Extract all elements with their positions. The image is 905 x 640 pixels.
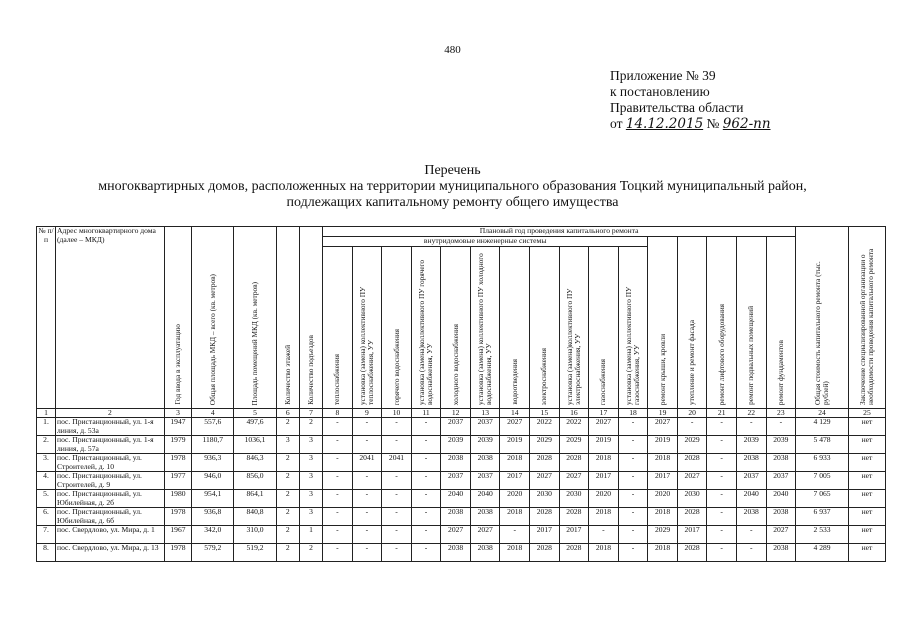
table-cell: - — [766, 418, 796, 436]
table-cell: 4 289 — [796, 544, 849, 562]
handwritten-number: 962-пп — [722, 116, 771, 132]
table-cell: 2040 — [766, 490, 796, 508]
table-cell: 2028 — [559, 508, 589, 526]
table-cell: 2017 — [530, 526, 560, 544]
table-cell: - — [323, 490, 353, 508]
table-cell: 2 533 — [796, 526, 849, 544]
column-number: 7 — [299, 408, 322, 418]
table-row — [37, 418, 886, 436]
column-number: 14 — [500, 408, 530, 418]
table-row — [37, 544, 886, 562]
header-premises-area: Площадь помещений МКД (кв. метров) — [234, 227, 276, 409]
table-cell: 2041 — [352, 454, 382, 472]
table-cell: - — [352, 418, 382, 436]
table-cell: - — [500, 526, 530, 544]
table-cell: 2038 — [470, 508, 500, 526]
column-number-row — [37, 408, 886, 418]
table-cell: 840,8 — [234, 508, 276, 526]
table-cell: - — [323, 454, 353, 472]
header-total-cost: Общая стоимость капитального ремонта (тыс. рублей) — [796, 227, 849, 409]
column-number: 12 — [441, 408, 471, 418]
address-cell: пос. Пристанционный, ул. Юбилейная, д. 2б — [56, 490, 165, 508]
header-year-built: Год ввода в эксплуатацию — [164, 227, 191, 409]
table-cell: 2039 — [441, 436, 471, 454]
header-gas-meter: установка (замена) коллективного ПУ газоснабжения, УУ — [618, 247, 648, 409]
column-number: 19 — [648, 408, 678, 418]
table-cell: 2028 — [559, 454, 589, 472]
table-cell: 3 — [299, 490, 322, 508]
number-sign: № — [706, 116, 720, 131]
table-cell: - — [618, 472, 648, 490]
header-cold-water: холодного водоснабжения — [441, 247, 471, 409]
table-cell: 2018 — [589, 544, 619, 562]
table-cell: нет — [848, 436, 885, 454]
table-cell: 2022 — [530, 418, 560, 436]
column-number: 16 — [559, 408, 589, 418]
table-cell: 8. — [37, 544, 56, 562]
table-cell: - — [411, 544, 441, 562]
table-cell: 2018 — [500, 508, 530, 526]
table-cell: 2028 — [677, 544, 707, 562]
table-cell: 7 065 — [796, 490, 849, 508]
table-cell: 2028 — [677, 508, 707, 526]
header-internal-systems: внутридомовые инженерные системы — [323, 237, 648, 247]
address-cell: пос. Пристанционный, ул. 1-я линия, д. 57а — [56, 436, 165, 454]
table-cell: - — [618, 544, 648, 562]
column-number: 20 — [677, 408, 707, 418]
table-cell: - — [323, 418, 353, 436]
table-cell: - — [411, 454, 441, 472]
table-cell: - — [352, 508, 382, 526]
table-cell: - — [589, 526, 619, 544]
column-number: 10 — [382, 408, 412, 418]
column-number: 17 — [589, 408, 619, 418]
table-cell: 2039 — [470, 436, 500, 454]
column-number: 24 — [796, 408, 849, 418]
table-row — [37, 472, 886, 490]
address-cell: пос. Свердлово, ул. Мира, д. 1 — [56, 526, 165, 544]
table-cell: - — [707, 454, 737, 472]
table-cell: 2028 — [677, 454, 707, 472]
column-number: 21 — [707, 408, 737, 418]
table-cell: - — [736, 418, 766, 436]
table-cell: 954,1 — [192, 490, 234, 508]
table-cell: 2019 — [648, 436, 678, 454]
table-cell: - — [382, 526, 412, 544]
table-cell: 2029 — [530, 436, 560, 454]
column-number: 4 — [192, 408, 234, 418]
table-cell: 2027 — [470, 526, 500, 544]
table-cell: 4. — [37, 472, 56, 490]
header-electricity-meter: установка (замена)коллективного ПУ электроснабжения, УУ — [559, 247, 589, 409]
table-cell: - — [323, 472, 353, 490]
table-cell: 2040 — [441, 490, 471, 508]
column-number: 23 — [766, 408, 796, 418]
table-cell: 6. — [37, 508, 56, 526]
table-cell: нет — [848, 472, 885, 490]
table-cell: - — [323, 544, 353, 562]
table-cell: 2037 — [470, 418, 500, 436]
table-cell: - — [736, 526, 766, 544]
address-cell: пос. Пристанционный, ул. 1-я линия, д. 53а — [56, 418, 165, 436]
table-cell: 2 — [276, 418, 299, 436]
column-number: 25 — [848, 408, 885, 418]
header-address: Адрес многоквартирного дома (далее – МКД) — [56, 227, 165, 409]
table-cell: - — [411, 526, 441, 544]
appendix-date-line — [610, 116, 771, 132]
table-cell: 2 — [276, 526, 299, 544]
table-cell: - — [352, 526, 382, 544]
header-hot-water: горячего водоснабжения — [382, 247, 412, 409]
table-cell: 2027 — [648, 418, 678, 436]
header-basement: ремонт подвальных помещений — [736, 237, 766, 409]
address-cell: пос. Свердлово, ул. Мира, д. 13 — [56, 544, 165, 562]
table-cell: 1 — [299, 526, 322, 544]
table-cell: 946,0 — [192, 472, 234, 490]
table-cell: 1978 — [164, 508, 191, 526]
column-number: 15 — [530, 408, 560, 418]
column-number: 9 — [352, 408, 382, 418]
table-cell: 2029 — [559, 436, 589, 454]
address-cell: пос. Пристанционный, ул. Строителей, д. 9 — [56, 472, 165, 490]
column-number: 8 — [323, 408, 353, 418]
table-cell: 7. — [37, 526, 56, 544]
table-cell: 2039 — [736, 436, 766, 454]
handwritten-date: 14.12.2015 — [625, 116, 704, 132]
table-cell: 2040 — [470, 490, 500, 508]
table-row — [37, 436, 886, 454]
table-cell: нет — [848, 418, 885, 436]
header-electricity: электроснабжения — [530, 247, 560, 409]
table-cell: 2029 — [648, 526, 678, 544]
table-cell: 2040 — [736, 490, 766, 508]
header-elevator: ремонт лифтового оборудования — [707, 237, 737, 409]
table-cell: - — [323, 508, 353, 526]
table-cell: 1978 — [164, 544, 191, 562]
column-number: 22 — [736, 408, 766, 418]
table-cell: 5 478 — [796, 436, 849, 454]
table-cell: 864,1 — [234, 490, 276, 508]
title-line-1: Перечень — [424, 163, 481, 178]
table-cell: 2018 — [500, 454, 530, 472]
table-cell: - — [707, 508, 737, 526]
table-cell: 5. — [37, 490, 56, 508]
column-number: 2 — [56, 408, 165, 418]
table-cell: - — [707, 418, 737, 436]
table-cell: 2028 — [530, 454, 560, 472]
table-cell: 3 — [299, 472, 322, 490]
table-cell: 856,0 — [234, 472, 276, 490]
table-cell: - — [618, 418, 648, 436]
appendix-block — [610, 68, 771, 132]
table-cell: 2039 — [766, 436, 796, 454]
header-heating-meter: установка (замена) коллективного ПУ теплоснабжения, УУ — [352, 247, 382, 409]
table-cell: - — [618, 436, 648, 454]
table-cell: 2027 — [677, 472, 707, 490]
table-cell: - — [707, 544, 737, 562]
table-cell: - — [382, 472, 412, 490]
table-cell: 2018 — [500, 544, 530, 562]
table-cell: 2037 — [470, 472, 500, 490]
table-cell: 2018 — [648, 454, 678, 472]
address-cell: пос. Пристанционный, ул. Строителей, д. 10 — [56, 454, 165, 472]
table-cell: - — [382, 490, 412, 508]
table-cell: 2022 — [559, 418, 589, 436]
table-cell: 2028 — [530, 508, 560, 526]
table-cell: 2041 — [382, 454, 412, 472]
table-cell: - — [323, 436, 353, 454]
table-cell: 2017 — [589, 472, 619, 490]
table-cell: 2038 — [441, 508, 471, 526]
header-foundation: ремонт фундаментов — [766, 237, 796, 409]
table-cell: - — [411, 490, 441, 508]
table-cell: 2017 — [677, 526, 707, 544]
document-title — [0, 163, 905, 211]
table-cell: нет — [848, 454, 885, 472]
column-number: 13 — [470, 408, 500, 418]
title-line-2: многоквартирных домов, расположенных на территории муниципального образования Тоцкий муниципальный район, — [98, 179, 807, 194]
table-cell: - — [411, 508, 441, 526]
header-sewerage: водоотведения — [500, 247, 530, 409]
table-cell: - — [411, 418, 441, 436]
table-cell: - — [618, 508, 648, 526]
table-cell: 2029 — [677, 436, 707, 454]
table-cell: 2037 — [441, 472, 471, 490]
table-cell: 2 — [276, 544, 299, 562]
repair-table — [36, 226, 886, 562]
table-cell: 3. — [37, 454, 56, 472]
table-cell: 2 — [299, 544, 322, 562]
table-cell: 2038 — [441, 454, 471, 472]
table-cell: 2028 — [559, 544, 589, 562]
table-cell: 2017 — [559, 526, 589, 544]
table-cell: 2017 — [648, 472, 678, 490]
table-cell: 2037 — [441, 418, 471, 436]
table-cell: 2020 — [589, 490, 619, 508]
table-cell: 3 — [299, 454, 322, 472]
table-cell: 2. — [37, 436, 56, 454]
table-cell: - — [352, 436, 382, 454]
header-conclusion: Заключение специализированной организации о необходимости проведения капитального ремонта — [848, 227, 885, 409]
header-floors: Количество этажей — [276, 227, 299, 409]
table-cell: 2038 — [736, 508, 766, 526]
table-cell: - — [382, 508, 412, 526]
column-number: 11 — [411, 408, 441, 418]
header-hot-water-meter: установка (замена)коллективного ПУ горячего водоснабжения, УУ — [411, 247, 441, 409]
table-cell: 2017 — [500, 472, 530, 490]
table-cell: 579,2 — [192, 544, 234, 562]
header-cold-water-meter: установка (замена) коллективного ПУ холодного водоснабжения, УУ — [470, 247, 500, 409]
table-cell: 2038 — [766, 544, 796, 562]
table-cell: 1036,1 — [234, 436, 276, 454]
table-cell: нет — [848, 508, 885, 526]
table-cell: 342,0 — [192, 526, 234, 544]
table-cell: - — [736, 544, 766, 562]
table-cell: 2019 — [589, 436, 619, 454]
table-cell: 1979 — [164, 436, 191, 454]
table-cell: 2037 — [766, 472, 796, 490]
table-cell: 2030 — [559, 490, 589, 508]
table-cell: 2018 — [648, 544, 678, 562]
table-cell: 497,6 — [234, 418, 276, 436]
table-cell: 1967 — [164, 526, 191, 544]
table-cell: 2038 — [441, 544, 471, 562]
table-cell: 2 — [276, 454, 299, 472]
table-cell: - — [618, 526, 648, 544]
table-row — [37, 526, 886, 544]
table-cell: 1977 — [164, 472, 191, 490]
table-cell: нет — [848, 544, 885, 562]
table-row — [37, 454, 886, 472]
table-cell: 2 — [299, 418, 322, 436]
column-number: 18 — [618, 408, 648, 418]
table-cell: 936,3 — [192, 454, 234, 472]
header-roof: ремонт крыши, кровли — [648, 237, 678, 409]
appendix-line-1: Приложение № 39 — [610, 68, 716, 83]
page-number: 480 — [444, 44, 461, 56]
table-cell: 2018 — [589, 508, 619, 526]
table-cell: 2 — [276, 490, 299, 508]
table-cell: 2027 — [559, 472, 589, 490]
table-cell: 6 933 — [796, 454, 849, 472]
table-cell: 2028 — [530, 544, 560, 562]
table-cell: 2 — [276, 508, 299, 526]
header-num: № п/п — [37, 227, 56, 409]
table-row — [37, 508, 886, 526]
column-number: 1 — [37, 408, 56, 418]
table-cell: 2030 — [530, 490, 560, 508]
table-cell: 2027 — [766, 526, 796, 544]
appendix-line-2: к постановлению — [610, 84, 710, 99]
table-row — [37, 490, 886, 508]
table-cell: 4 129 — [796, 418, 849, 436]
table-cell: - — [382, 418, 412, 436]
header-total-area: Общая площадь МКД – всего (кв. метров) — [192, 227, 234, 409]
table-cell: 2038 — [470, 454, 500, 472]
table-cell: 310,0 — [234, 526, 276, 544]
table-cell: 2 — [276, 472, 299, 490]
column-number: 3 — [164, 408, 191, 418]
table-cell: 7 005 — [796, 472, 849, 490]
header-gas: газоснабжения — [589, 247, 619, 409]
table-cell: 2018 — [589, 454, 619, 472]
column-number: 6 — [276, 408, 299, 418]
table-cell: 1980 — [164, 490, 191, 508]
table-cell: - — [707, 472, 737, 490]
table-cell: - — [382, 436, 412, 454]
table-cell: - — [677, 418, 707, 436]
table-cell: 2019 — [500, 436, 530, 454]
table-cell: 6 937 — [796, 508, 849, 526]
table-cell: 2038 — [470, 544, 500, 562]
table-cell: - — [618, 490, 648, 508]
table-cell: 2027 — [441, 526, 471, 544]
table-cell: 1. — [37, 418, 56, 436]
column-number: 5 — [234, 408, 276, 418]
table-cell: - — [352, 490, 382, 508]
header-heating: теплоснабжения — [323, 247, 353, 409]
table-cell: 3 — [299, 508, 322, 526]
header-entrances: Количество подъездов — [299, 227, 322, 409]
table-cell: 2020 — [648, 490, 678, 508]
table-cell: - — [707, 436, 737, 454]
title-line-3: подлежащих капитальному ремонту общего имущества — [286, 195, 619, 210]
address-cell: пос. Пристанционный, ул. Юбилейная, д. 6б — [56, 508, 165, 526]
table-cell: - — [707, 490, 737, 508]
table-cell: 2030 — [677, 490, 707, 508]
header-planned-year: Плановый год проведения капитального ремонта — [323, 227, 796, 237]
table-cell: - — [352, 472, 382, 490]
table-cell: нет — [848, 526, 885, 544]
table-cell: 557,6 — [192, 418, 234, 436]
table-cell: 936,8 — [192, 508, 234, 526]
table-cell: - — [707, 526, 737, 544]
header-facade: утепление и ремонт фасада — [677, 237, 707, 409]
table-cell: 3 — [299, 436, 322, 454]
table-cell: 2020 — [500, 490, 530, 508]
table-cell: 2027 — [589, 418, 619, 436]
table-cell: - — [382, 544, 412, 562]
table-cell: 1180,7 — [192, 436, 234, 454]
table-cell: 2038 — [766, 508, 796, 526]
table-cell: нет — [848, 490, 885, 508]
table-cell: 3 — [276, 436, 299, 454]
table-cell: 2027 — [500, 418, 530, 436]
table-cell: - — [411, 472, 441, 490]
table-cell: - — [618, 454, 648, 472]
appendix-line-3: Правительства области — [610, 100, 744, 115]
table-cell: 519,2 — [234, 544, 276, 562]
table-cell: 2027 — [530, 472, 560, 490]
table-cell: 2038 — [736, 454, 766, 472]
table-cell: - — [411, 436, 441, 454]
table-cell: 1978 — [164, 454, 191, 472]
table-cell: - — [352, 544, 382, 562]
date-prefix: от — [610, 116, 623, 131]
table-cell: 846,3 — [234, 454, 276, 472]
table-cell: - — [323, 526, 353, 544]
table-cell: 2018 — [648, 508, 678, 526]
table-cell: 2038 — [766, 454, 796, 472]
table-cell: 2037 — [736, 472, 766, 490]
table-cell: 1947 — [164, 418, 191, 436]
